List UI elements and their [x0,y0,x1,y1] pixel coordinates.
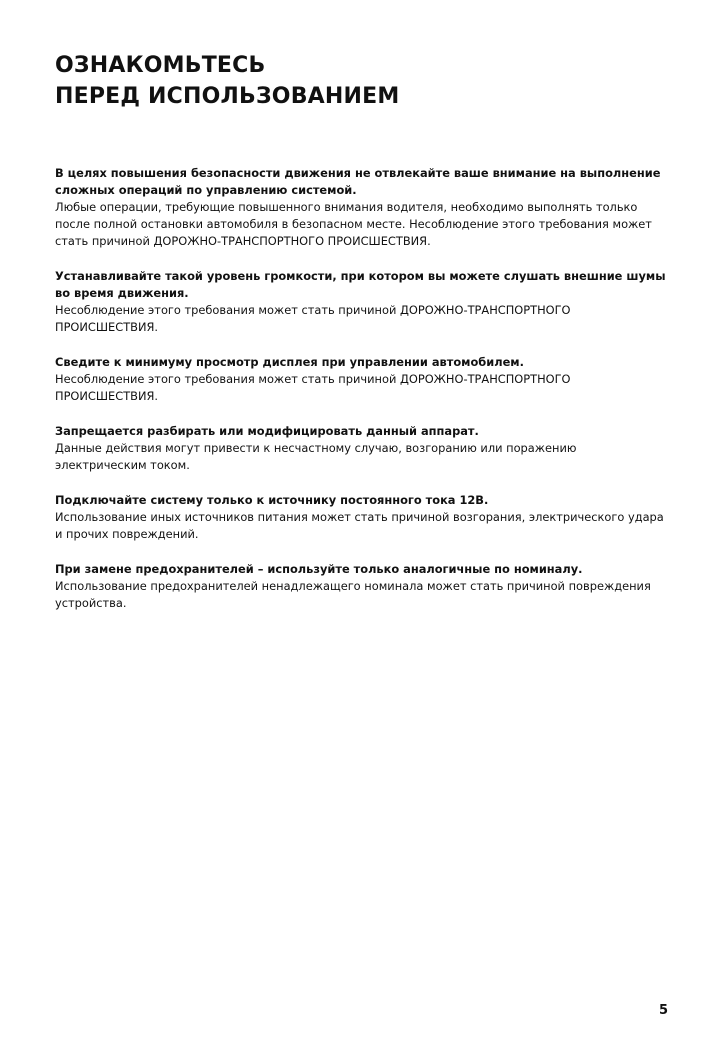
notice-body: Использование иных источников питания может стать причиной возгорания, электрического удара и прочих повреждений. [55,510,664,541]
notice-heading: В целях повышения безопасности движения не отвлекайте ваше внимание на выполнение сложных операций по управлению системой. [55,166,661,197]
page-title-line-2: ПЕРЕД ИСПОЛЬЗОВАНИЕМ [55,84,400,109]
notice-distraction [55,165,667,250]
notice-fuses [55,561,667,612]
notice-heading: Устанавливайте такой уровень громкости, при котором вы можете слушать внешние шумы во время движения. [55,269,666,300]
safety-notices [55,165,667,630]
notice-disassembly [55,423,667,474]
page-title-line-1: ОЗНАКОМЬТЕСЬ [55,53,266,78]
notice-heading: Подключайте систему только к источнику постоянного тока 12В. [55,493,489,507]
notice-body: Данные действия могут привести к несчастному случаю, возгоранию или поражению электрическим током. [55,441,577,472]
notice-body: Использование предохранителей ненадлежащего номинала может стать причиной повреждения устройства. [55,579,651,610]
notice-volume [55,268,667,336]
notice-body: Несоблюдение этого требования может стать причиной ДОРОЖНО-ТРАНСПОРТНОГО ПРОИСШЕСТВИЯ. [55,303,571,334]
notice-heading: При замене предохранителей – используйте только аналогичные по номиналу. [55,562,583,576]
page-title [55,50,399,112]
notice-body: Несоблюдение этого требования может стать причиной ДОРОЖНО-ТРАНСПОРТНОГО ПРОИСШЕСТВИЯ. [55,372,571,403]
notice-heading: Запрещается разбирать или модифицировать данный аппарат. [55,424,479,438]
notice-body: Любые операции, требующие повышенного внимания водителя, необходимо выполнять только после полной остановки автомобиля в безопасном месте. Несоблюдение этого требования может стать причиной ДОРОЖНО-ТРАНСПОРТНОГО ПРОИСШЕСТВИЯ. [55,200,652,248]
notice-heading: Сведите к минимуму просмотр дисплея при управлении автомобилем. [55,355,524,369]
notice-power-supply [55,492,667,543]
page-number: 5 [658,1003,668,1018]
notice-display [55,354,667,405]
